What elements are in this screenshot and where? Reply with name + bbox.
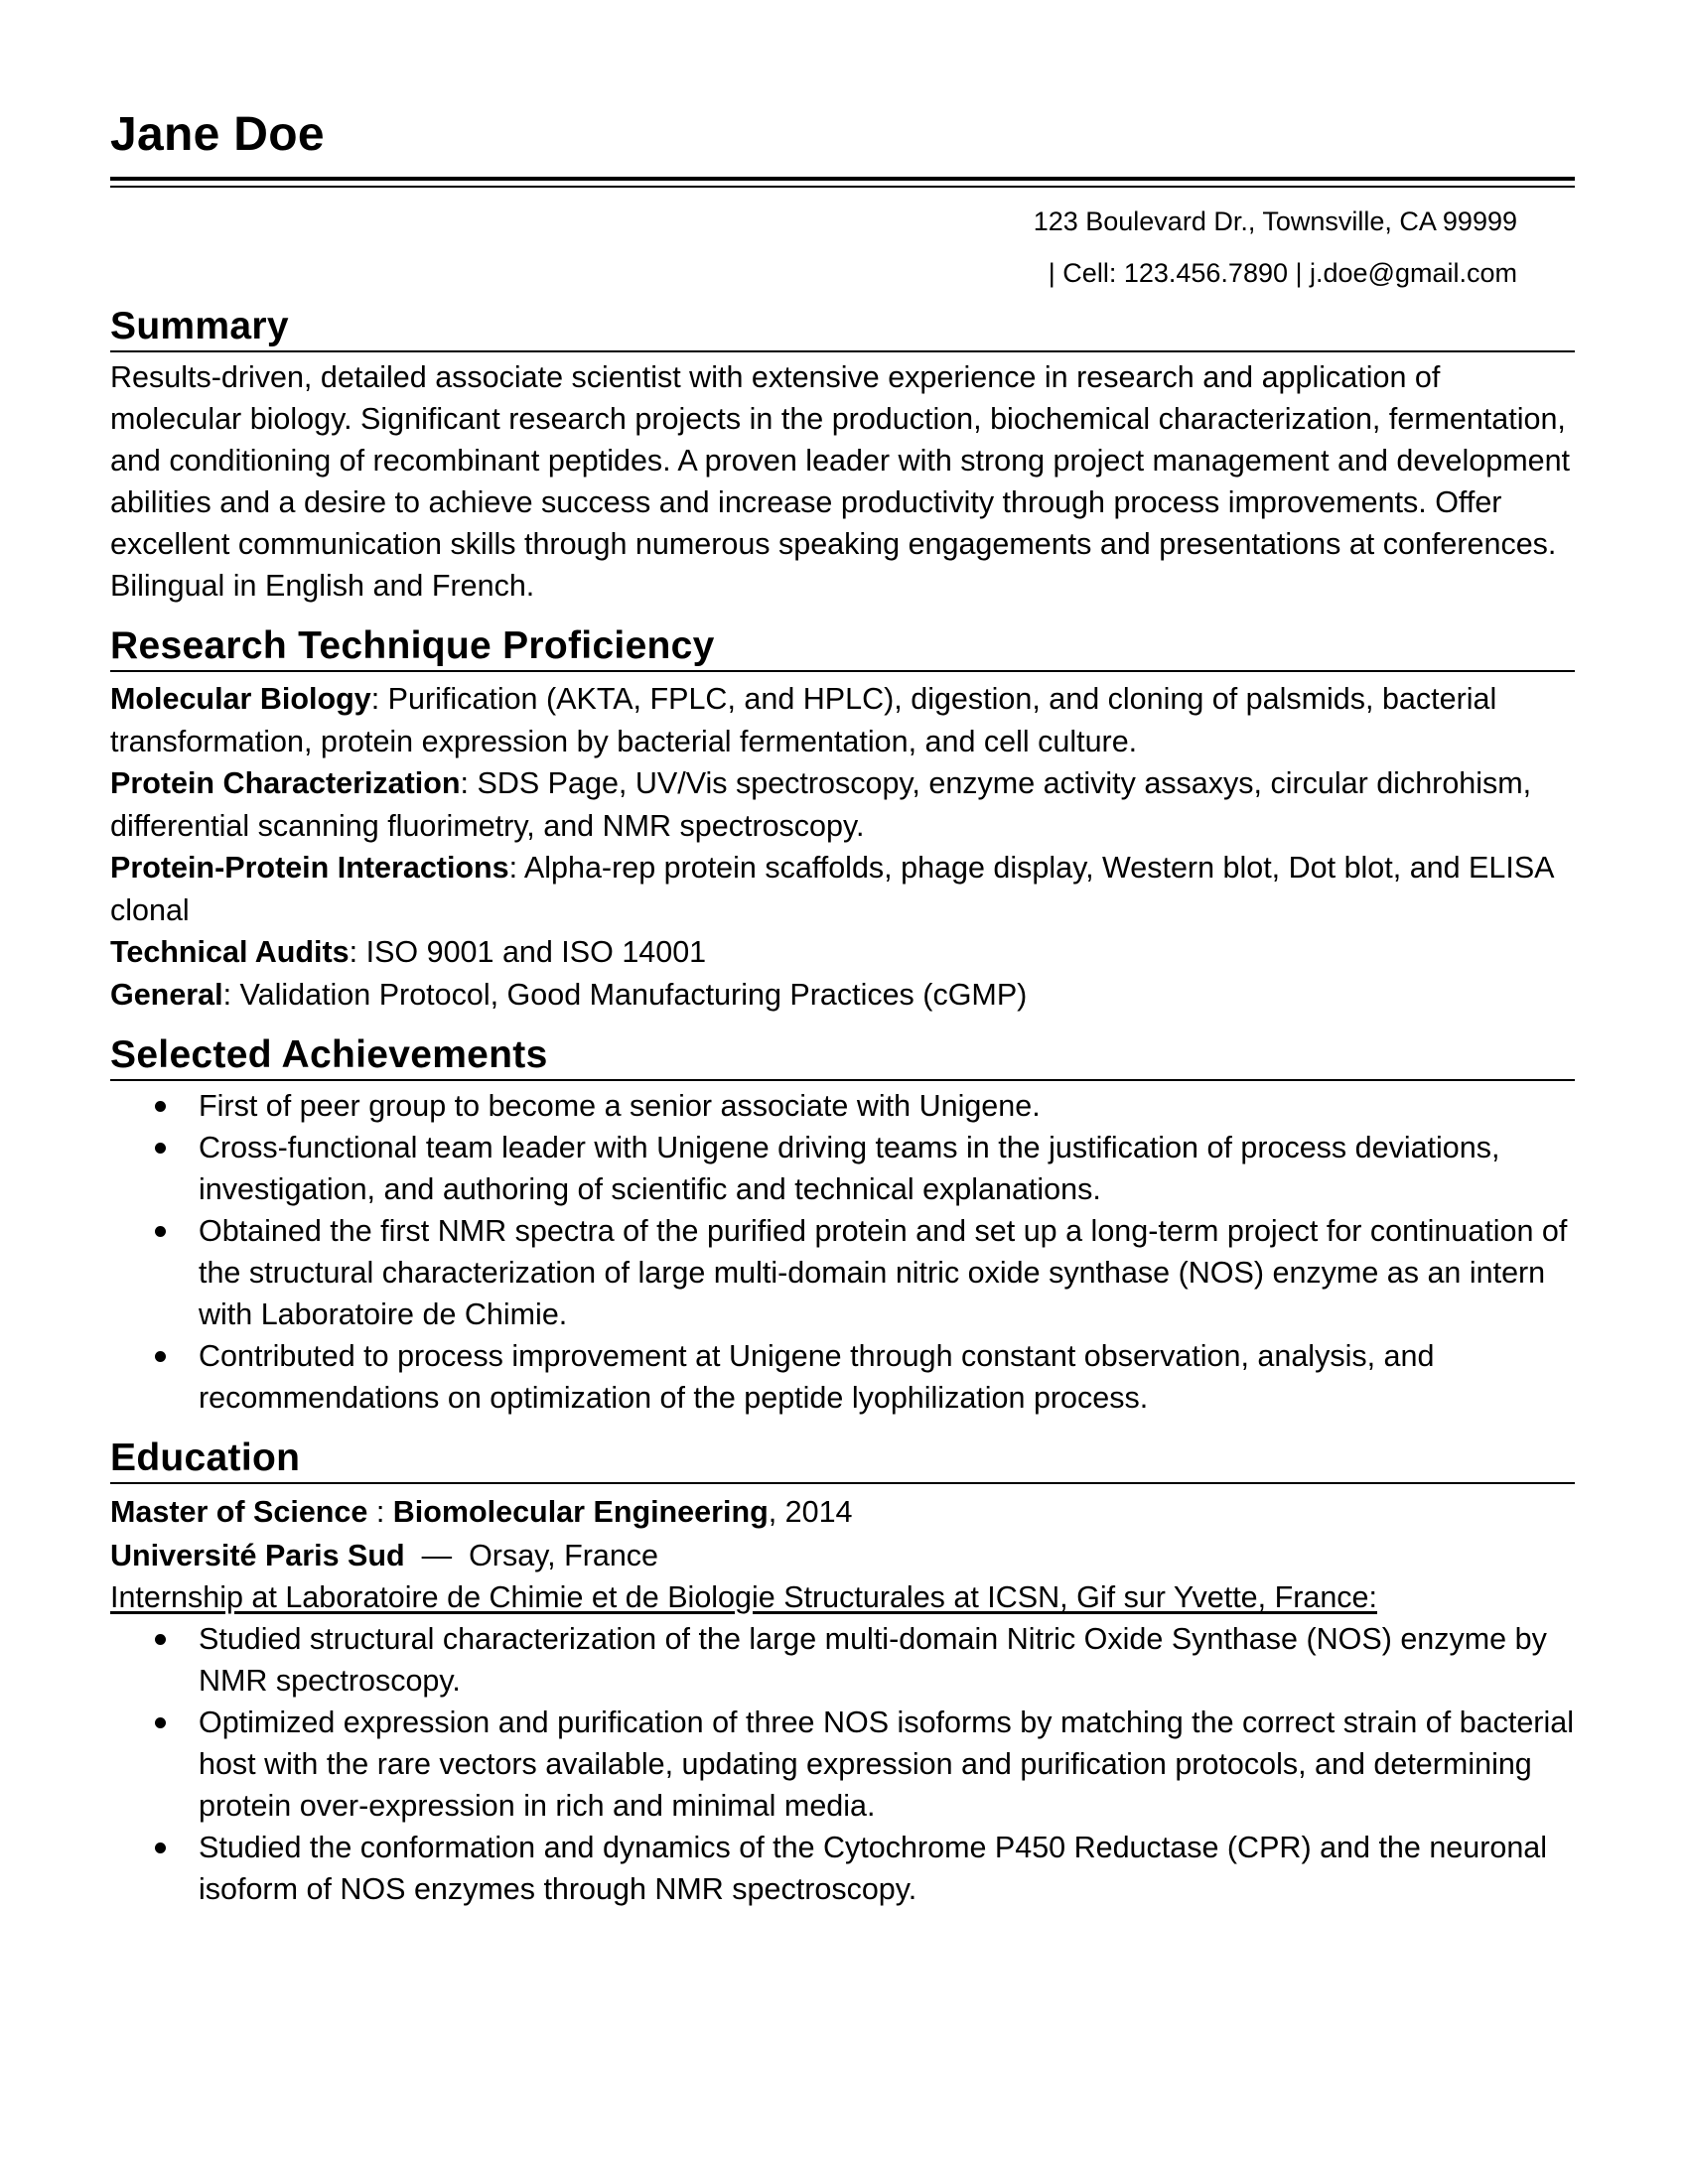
summary-heading: Summary (110, 305, 1575, 352)
proficiency-list (110, 678, 1575, 1016)
degree-year: , 2014 (768, 1495, 853, 1529)
achievement-text: Obtained the first NMR spectra of the purified protein and set up a long-term project for continuation of the structural characterization of large multi-domain nitric oxide synthase (NOS) enzyme as an intern with Laboratoire de Chimie. (199, 1214, 1568, 1331)
degree-separator: : (367, 1495, 393, 1529)
list-item (199, 1335, 1575, 1419)
internship-list (110, 1618, 1575, 1910)
summary-text: Results-driven, detailed associate scientist with extensive experience in research and application of molecular biology. Significant research projects in the production, biochemical characterization, fermentation, and conditioning of recombinant peptides. A proven leader with strong project management and development abilities and a desire to achieve success and increase productivity through process improvements. Offer excellent communication skills through numerous speaking engagements and presentations at conferences. Bilingual in English and French. (110, 360, 1571, 603)
resume-page (110, 99, 1575, 1910)
bullet-icon (155, 1843, 166, 1853)
proficiency-heading: Research Technique Proficiency (110, 624, 1575, 672)
bullet-icon (155, 1717, 166, 1728)
achievement-text: Contributed to process improvement at Unigene through constant observation, analysis, and recommendations on optimization of the peptide lyophilization process. (199, 1339, 1435, 1415)
list-item (199, 1618, 1575, 1702)
list-item (199, 1210, 1575, 1335)
proficiency-text: Purification (AKTA, FPLC, and HPLC), digestion, and cloning of palsmids, bacterial transformation, protein expression by bacterial fermentation, and cell culture. (110, 682, 1497, 758)
internship-text: Optimized expression and purification of three NOS isoforms by matching the correct strain of bacterial host with the rare vectors available, updating expression and purification protocols, and determining protein over-expression in rich and minimal media. (199, 1706, 1574, 1823)
list-item (199, 1702, 1575, 1827)
proficiency-label: Protein-Protein Interactions (110, 851, 509, 885)
bullet-icon (155, 1143, 166, 1154)
proficiency-item (110, 974, 1575, 1017)
candidate-name: Jane Doe (110, 108, 325, 161)
achievements-list (110, 1085, 1575, 1419)
bullet-icon (155, 1634, 166, 1645)
bullet-icon (155, 1226, 166, 1237)
proficiency-item (110, 678, 1575, 762)
degree-line (110, 1490, 1575, 1534)
degree-field: Biomolecular Engineering (392, 1495, 769, 1529)
list-item (199, 1085, 1575, 1127)
proficiency-text: Alpha-rep protein scaffolds, phage display, Western blot, Dot blot, and ELISA clonal (110, 851, 1553, 927)
internship-text: Studied structural characterization of the large multi-domain Nitric Oxide Synthase (NOS) enzyme by NMR spectroscopy. (199, 1622, 1547, 1698)
proficiency-item (110, 931, 1575, 974)
bullet-icon (155, 1351, 166, 1362)
proficiency-label: General (110, 977, 223, 1012)
achievement-text: First of peer group to become a senior associate with Unigene. (199, 1089, 1041, 1123)
proficiency-item (110, 762, 1575, 847)
school-location: Orsay, France (469, 1539, 659, 1572)
list-item (199, 1127, 1575, 1210)
proficiency-separator: : (370, 682, 388, 716)
school-line (110, 1534, 1575, 1577)
bullet-icon (155, 1101, 166, 1112)
address-line: 123 Boulevard Dr., Townsville, CA 99999 (1033, 206, 1517, 236)
school-separator: — (404, 1539, 470, 1572)
phone-email-line: | Cell: 123.456.7890 | j.doe@gmail.com (1048, 258, 1517, 288)
education-entry (110, 1490, 1575, 1618)
internship-title: Internship at Laboratoire de Chimie et de Biologie Structurales at ICSN, Gif sur Yvette, France: (110, 1580, 1377, 1614)
proficiency-label: Technical Audits (110, 935, 350, 969)
proficiency-label: Molecular Biology (110, 682, 371, 716)
header-rule (110, 177, 1575, 188)
education-heading: Education (110, 1436, 1575, 1484)
list-item (199, 1827, 1575, 1910)
achievement-text: Cross-functional team leader with Unigene driving teams in the justification of process deviations, investigation, and authoring of scientific and technical explanations. (199, 1131, 1500, 1206)
proficiency-text: Validation Protocol, Good Manufacturing Practices (cGMP) (239, 977, 1028, 1012)
proficiency-item (110, 847, 1575, 931)
internship-text: Studied the conformation and dynamics of the Cytochrome P450 Reductase (CPR) and the neuronal isoform of NOS enzymes through NMR spectroscopy. (199, 1831, 1548, 1906)
proficiency-separator: : (460, 766, 478, 800)
proficiency-separator: : (222, 977, 240, 1012)
degree-name: Master of Science (110, 1495, 368, 1529)
contact-block (110, 196, 1575, 299)
achievements-heading: Selected Achievements (110, 1033, 1575, 1081)
proficiency-text: ISO 9001 and ISO 14001 (365, 935, 707, 969)
proficiency-separator: : (508, 851, 524, 885)
proficiency-text: SDS Page, UV/Vis spectroscopy, enzyme activity assaxys, circular dichrohism, differential scanning fluorimetry, and NMR spectroscopy. (110, 766, 1532, 843)
proficiency-separator: : (349, 935, 366, 969)
school-name: Université Paris Sud (110, 1539, 405, 1572)
proficiency-label: Protein Characterization (110, 766, 461, 800)
